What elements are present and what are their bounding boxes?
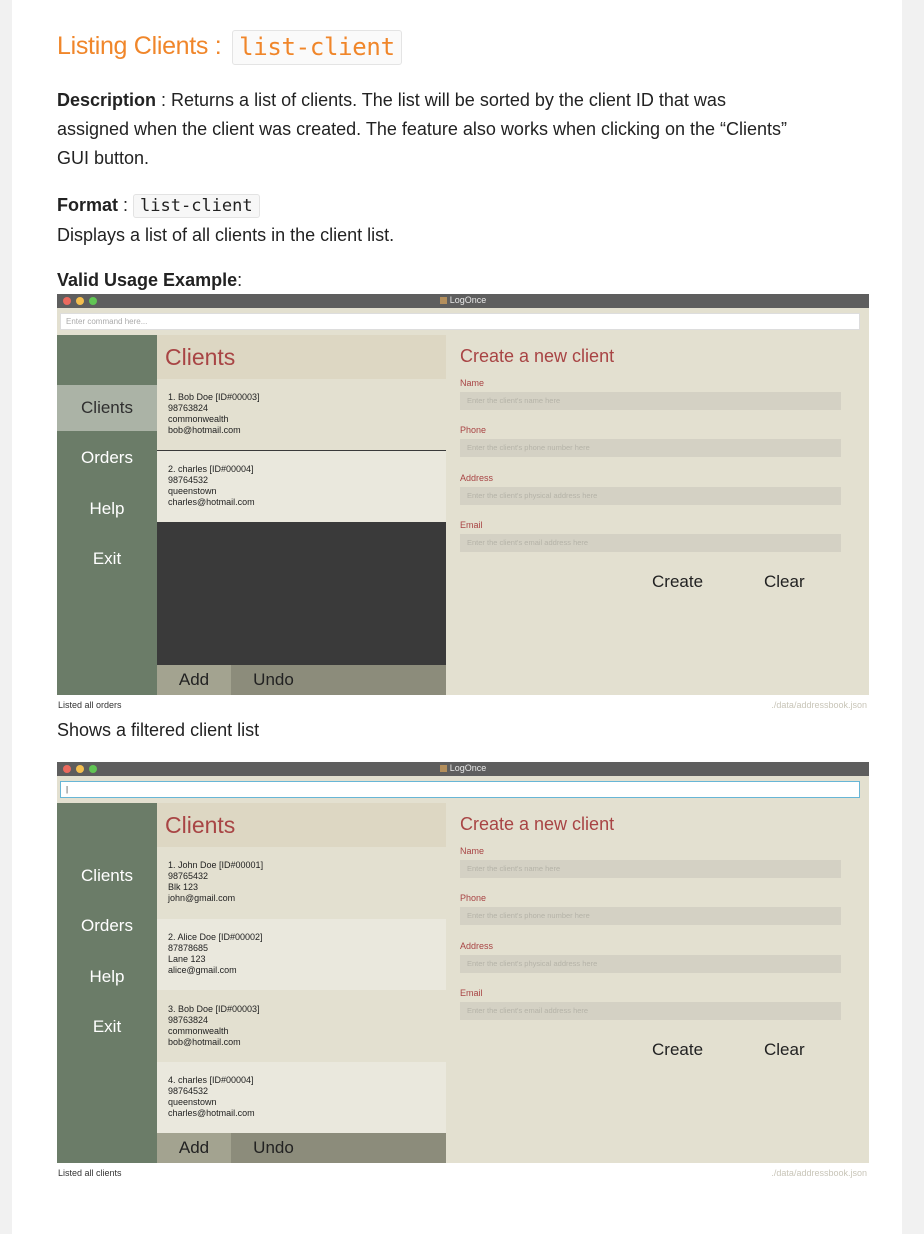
sidebar-item-help[interactable]: Help xyxy=(89,967,125,986)
email-field[interactable]: Enter the client's email address here xyxy=(460,534,841,552)
name-label: Name xyxy=(460,378,485,388)
undo-button[interactable]: Undo xyxy=(253,1138,294,1157)
clear-button[interactable]: Clear xyxy=(764,1040,805,1059)
form-title: Create a new client xyxy=(460,346,615,366)
format-separator: : xyxy=(118,195,134,215)
sidebar-item-clients[interactable]: Clients xyxy=(57,385,157,431)
app-screenshot-1 xyxy=(57,294,869,715)
client-address: queenstown xyxy=(168,486,217,496)
undo-button[interactable]: Undo xyxy=(253,670,294,689)
client-name-id: 2. charles [ID#00004] xyxy=(168,464,254,474)
name-field[interactable]: Enter the client's name here xyxy=(460,860,841,878)
name-field[interactable]: Enter the client's name here xyxy=(460,392,841,410)
format-command-code: list-client xyxy=(133,194,260,218)
client-email: charles@hotmail.com xyxy=(168,497,255,507)
status-bar xyxy=(57,695,869,715)
address-field[interactable]: Enter the client's physical address here xyxy=(460,487,841,505)
valid-usage-colon: : xyxy=(237,270,243,290)
phone-field[interactable]: Enter the client's phone number here xyxy=(460,907,841,925)
app-screenshot-2 xyxy=(57,762,869,1183)
window-titlebar xyxy=(57,294,869,308)
command-input[interactable]: Enter command here... xyxy=(60,313,860,330)
list-button-bar xyxy=(157,665,446,695)
app-logo-icon xyxy=(440,297,447,304)
clear-button[interactable]: Clear xyxy=(764,572,805,591)
description-text-2: assigned when the client was created. The feature also works when clicking on the “Clients” xyxy=(57,119,788,139)
description-text-1: : Returns a list of clients. The list will be sorted by the client ID that was xyxy=(156,90,726,110)
client-phone: 98764532 xyxy=(168,475,209,485)
client-address: queenstown xyxy=(168,1097,217,1107)
client-email: bob@hotmail.com xyxy=(168,425,241,435)
window-title xyxy=(57,295,869,305)
client-address: Blk 123 xyxy=(168,882,199,892)
heading-text: Listing Clients : xyxy=(57,32,229,61)
create-button[interactable]: Create xyxy=(652,1040,704,1059)
valid-usage-label: Valid Usage Example xyxy=(57,270,238,290)
client-name-id: 2. Alice Doe [ID#00002] xyxy=(168,932,263,942)
client-card[interactable] xyxy=(157,451,446,522)
sidebar xyxy=(57,335,157,695)
sidebar-item-orders[interactable]: Orders xyxy=(81,916,133,935)
client-card[interactable] xyxy=(157,919,446,990)
description-label: Description xyxy=(57,90,157,110)
status-message: Listed all orders xyxy=(58,700,122,710)
client-address: commonwealth xyxy=(168,1026,229,1036)
create-client-form xyxy=(446,803,869,1163)
sidebar-item-orders[interactable]: Orders xyxy=(81,448,133,467)
client-list-panel xyxy=(157,803,446,1163)
app-logo-icon xyxy=(440,765,447,772)
client-card[interactable] xyxy=(157,1062,446,1133)
sidebar xyxy=(57,803,157,1163)
client-email: bob@hotmail.com xyxy=(168,1037,241,1047)
document-page xyxy=(12,0,902,1234)
heading-command-code: list-client xyxy=(232,30,402,65)
phone-field[interactable]: Enter the client's phone number here xyxy=(460,439,841,457)
client-phone: 98764532 xyxy=(168,1086,209,1096)
sidebar-item-exit[interactable]: Exit xyxy=(92,1017,122,1036)
status-file-path: ./data/addressbook.json xyxy=(771,1168,867,1178)
status-file-path: ./data/addressbook.json xyxy=(771,700,867,710)
format-label: Format xyxy=(57,195,119,215)
valid-usage-heading xyxy=(57,266,242,295)
name-label: Name xyxy=(460,846,485,856)
phone-label: Phone xyxy=(460,425,487,435)
client-name-id: 1. John Doe [ID#00001] xyxy=(168,860,264,870)
client-email: alice@gmail.com xyxy=(168,965,237,975)
client-phone: 98763824 xyxy=(168,403,209,413)
window-titlebar xyxy=(57,762,869,776)
status-bar xyxy=(57,1163,869,1183)
section-heading xyxy=(57,30,402,65)
address-label: Address xyxy=(460,473,494,483)
client-name-id: 1. Bob Doe [ID#00003] xyxy=(168,392,260,402)
add-button[interactable]: Add xyxy=(157,1133,231,1163)
description-text-3: GUI button. xyxy=(57,148,150,168)
description-paragraph xyxy=(57,86,787,173)
email-label: Email xyxy=(460,988,483,998)
list-button-bar xyxy=(157,1133,446,1163)
client-card[interactable] xyxy=(157,379,446,450)
client-list-panel xyxy=(157,335,446,695)
address-field[interactable]: Enter the client's physical address here xyxy=(460,955,841,973)
window-title xyxy=(57,763,869,773)
status-message: Listed all clients xyxy=(58,1168,122,1178)
format-description: Displays a list of all clients in the client list. xyxy=(57,225,395,245)
client-phone: 98765432 xyxy=(168,871,209,881)
form-title: Create a new client xyxy=(460,814,615,834)
sidebar-item-help[interactable]: Help xyxy=(89,499,125,518)
client-address: Lane 123 xyxy=(168,954,206,964)
window-title-text: LogOnce xyxy=(449,763,487,773)
add-button[interactable]: Add xyxy=(157,665,231,695)
client-card[interactable] xyxy=(157,847,446,918)
window-title-text: LogOnce xyxy=(449,295,487,305)
client-list-title: Clients xyxy=(157,803,446,847)
client-email: charles@hotmail.com xyxy=(168,1108,255,1118)
caption-filtered-list: Shows a filtered client list xyxy=(57,720,260,740)
sidebar-item-exit[interactable]: Exit xyxy=(92,549,122,568)
client-phone: 98763824 xyxy=(168,1015,209,1025)
sidebar-item-clients[interactable]: Clients xyxy=(81,866,133,885)
client-list-title: Clients xyxy=(157,335,446,379)
create-client-form xyxy=(446,335,869,695)
client-name-id: 3. Bob Doe [ID#00003] xyxy=(168,1004,260,1014)
client-email: john@gmail.com xyxy=(168,893,236,903)
client-phone: 87878685 xyxy=(168,943,209,953)
client-card[interactable] xyxy=(157,991,446,1062)
email-field[interactable]: Enter the client's email address here xyxy=(460,1002,841,1020)
address-label: Address xyxy=(460,941,494,951)
format-paragraph xyxy=(57,191,394,250)
email-label: Email xyxy=(460,520,483,530)
client-address: commonwealth xyxy=(168,414,229,424)
phone-label: Phone xyxy=(460,893,487,903)
command-input[interactable]: | xyxy=(60,781,860,798)
create-button[interactable]: Create xyxy=(652,572,704,591)
client-name-id: 4. charles [ID#00004] xyxy=(168,1075,254,1085)
